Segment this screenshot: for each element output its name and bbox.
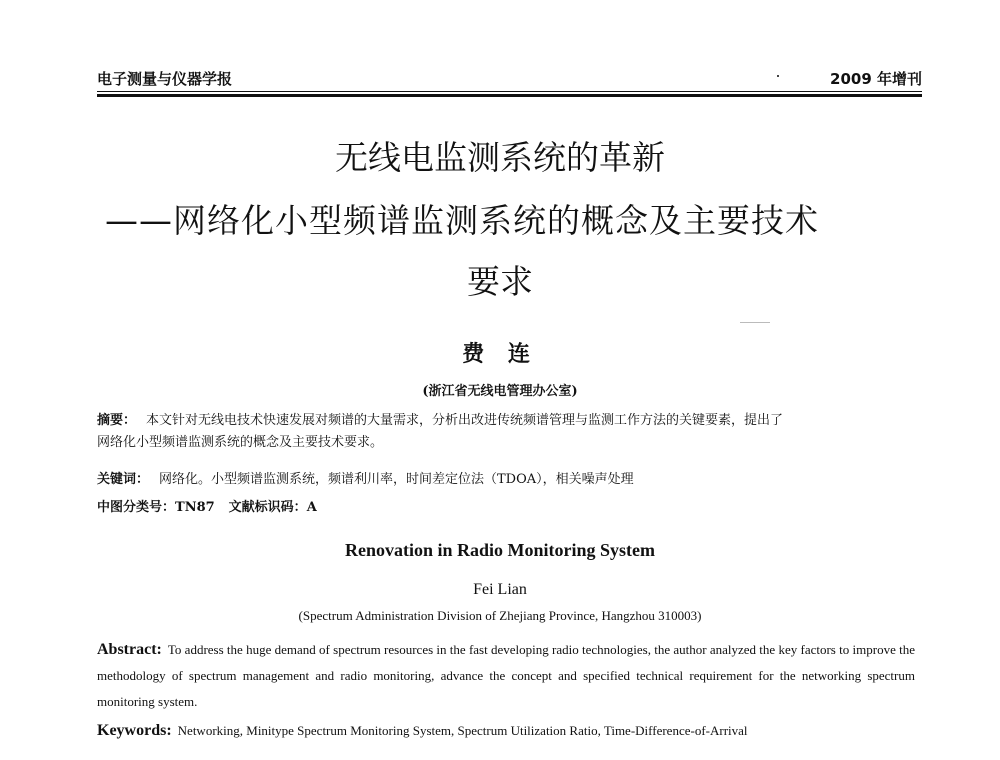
keywords-en-label: Keywords: (97, 722, 172, 739)
clc-label: 中图分类号： (97, 500, 176, 515)
journal-name: 电子测量与仪器学报 (97, 70, 233, 88)
keywords-cn (97, 469, 915, 491)
abstract-cn-label: 摘要： (97, 413, 137, 428)
classification-line (97, 497, 915, 519)
keywords-cn-text: 网络化。小型频谱监测系统，频谱利川率，时间差定位法（TDOA），相关噪声处理 (159, 472, 634, 487)
abstract-en (97, 637, 915, 715)
running-header (97, 68, 922, 90)
title-en: Renovation in Radio Monitoring System (344, 540, 656, 560)
abstract-cn (97, 410, 915, 454)
doc-code-label: 文献标识码： (228, 500, 307, 515)
scan-mark (740, 322, 770, 323)
author-en: Fei Lian (473, 581, 527, 598)
keywords-cn-label: 关键词： (97, 472, 150, 487)
title-cn-line1: 无线电监测系统的革新 (335, 138, 665, 177)
abstract-cn-line2: 网络化小型频谱监测系统的概念及主要技术要求。 (97, 435, 384, 450)
abstract-cn-line1 (97, 410, 915, 432)
scan-speck (777, 75, 779, 77)
title-cn-line2: ——网络化小型频谱监测系统的概念及主要技术 (105, 201, 819, 240)
keywords-en-text: Networking, Minitype Spectrum Monitoring System, Spectrum Utilization Ratio, Time-Difference-of-Arrival (177, 723, 748, 738)
author-cn: 费 连 (462, 341, 538, 367)
title-cn-line3: 要求 (467, 262, 533, 301)
abstract-en-text: To address the huge demand of spectrum resources in the fast developing radio technologies, the author analyzed the key factors to improve the methodology of spectrum management and radio monitoring, advance the concept and specified technical requirement for the networking spectrum monitoring system. (97, 642, 915, 709)
header-rule-thin (97, 91, 922, 92)
affiliation-en: (Spectrum Administration Division of Zhejiang Province, Hangzhou 310003) (298, 608, 702, 623)
issue-label: 2009 年增刊 (830, 70, 922, 88)
doc-code-value: A (306, 500, 317, 515)
header-rule-thick (97, 94, 922, 97)
affiliation-cn: (浙江省无线电管理办公室) (422, 384, 578, 399)
keywords-en (97, 718, 915, 744)
abstract-cn-text1: 本文针对无线电技术快速发展对频谱的大量需求，分析出改进传统频谱管理与监测工作方法的关键要素，提出了 (146, 413, 784, 428)
abstract-en-label: Abstract: (97, 641, 162, 658)
clc-value: TN87 (175, 500, 215, 515)
